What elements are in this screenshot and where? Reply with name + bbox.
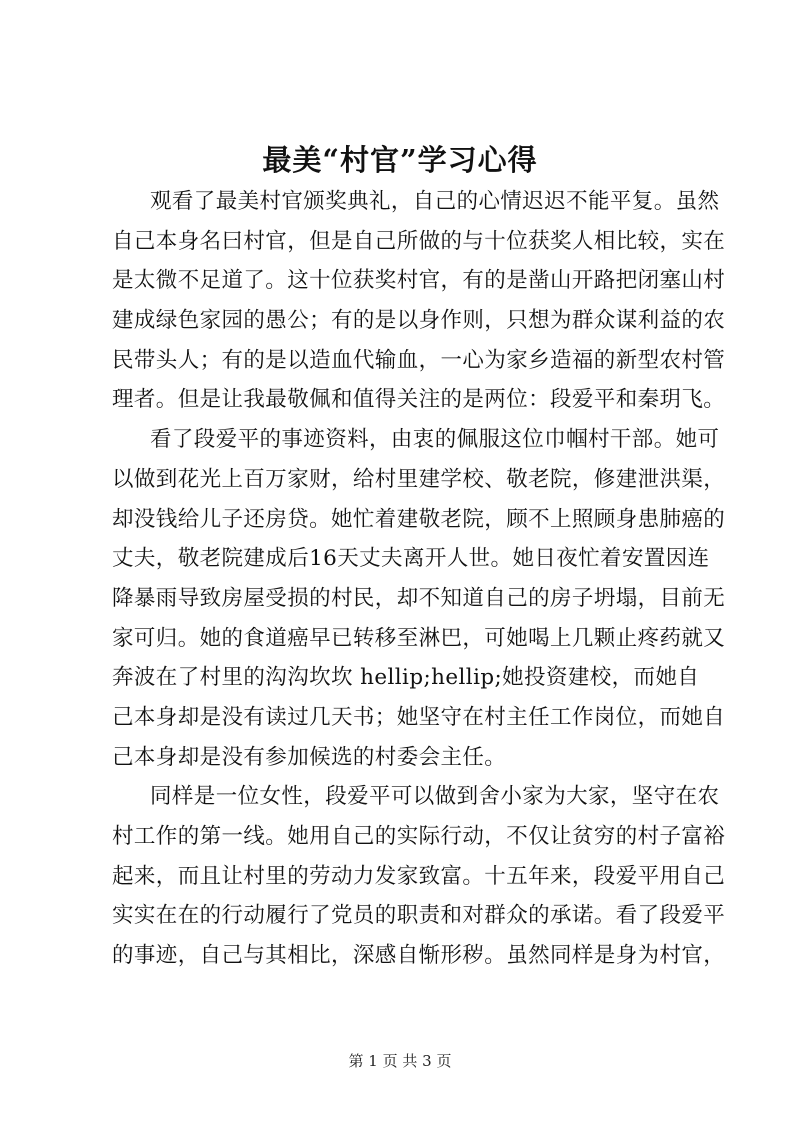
paragraph-2-line-9: 己本身却是没有参加候选的村委会主任。 — [112, 744, 507, 770]
document-title: 最美“村官”学习心得 — [262, 143, 538, 177]
paragraph-1-line-3: 是太微不足道了。这十位获奖村官，有的是凿山开路把闭塞山村 — [112, 268, 726, 294]
paragraph-3-line-4: 实实在在的行动履行了党员的职责和对群众的承诺。看了段爱平 — [112, 903, 726, 929]
paragraph-1-line-1: 观看了最美村官颁奖典礼，自己的心情迟迟不能平复。虽然 — [150, 189, 720, 214]
page-number-footer: 第 1 页 共 3 页 — [348, 1052, 452, 1070]
paragraph-3-line-1: 同样是一位女性，段爱平可以做到舍小家为大家，坚守在农 — [150, 784, 720, 810]
paragraph-3-line-3: 起来，而且让村里的劳动力发家致富。十五年来，段爱平用自己 — [112, 863, 726, 889]
paragraph-1-line-2: 自己本身名曰村官，但是自己所做的与十位获奖人相比较，实在 — [112, 228, 726, 254]
document-body — [112, 182, 726, 976]
paragraph-2-line-5: 降暴雨导致房屋受损的村民，却不知道自己的房子坍塌，目前无 — [112, 585, 726, 611]
paragraph-2-line-1: 看了段爱平的事迹资料，由衷的佩服这位巾帼村干部。她可 — [150, 427, 720, 453]
paragraph-2-line-6: 家可归。她的食道癌早已转移至淋巴，可她喝上几颗止疼药就又 — [112, 625, 726, 651]
paragraph-3-line-5: 的事迹，自己与其相比，深感自惭形秽。虽然同样是身为村官， — [112, 943, 726, 969]
paragraph-2-line-2: 以做到花光上百万家财，给村里建学校、敬老院，修建泄洪渠， — [112, 466, 726, 492]
paragraph-1-line-6: 理者。但是让我最敬佩和值得关注的是两位：段爱平和秦玥飞。 — [112, 387, 726, 413]
paragraph-2-line-3: 却没钱给儿子还房贷。她忙着建敬老院，顾不上照顾身患肺癌的 — [112, 506, 726, 532]
paragraph-3-line-2: 村工作的第一线。她用自己的实际行动，不仅让贫穷的村子富裕 — [112, 824, 726, 849]
paragraph-1-line-4: 建成绿色家园的愚公；有的是以身作则，只想为群众谋利益的农 — [112, 308, 726, 334]
paragraph-1-line-5: 民带头人；有的是以造血代输血，一心为家乡造福的新型农村管 — [112, 347, 726, 373]
paragraph-2-line-4: 丈夫，敬老院建成后16天丈夫离开人世。她日夜忙着安置因连 — [112, 546, 710, 572]
paragraph-2-line-7: 奔波在了村里的沟沟坎坎 hellip;hellip;她投资建校，而她自 — [112, 665, 700, 691]
paragraph-2-line-8: 己本身却是没有读过几天书；她坚守在村主任工作岗位，而她自 — [112, 704, 726, 730]
